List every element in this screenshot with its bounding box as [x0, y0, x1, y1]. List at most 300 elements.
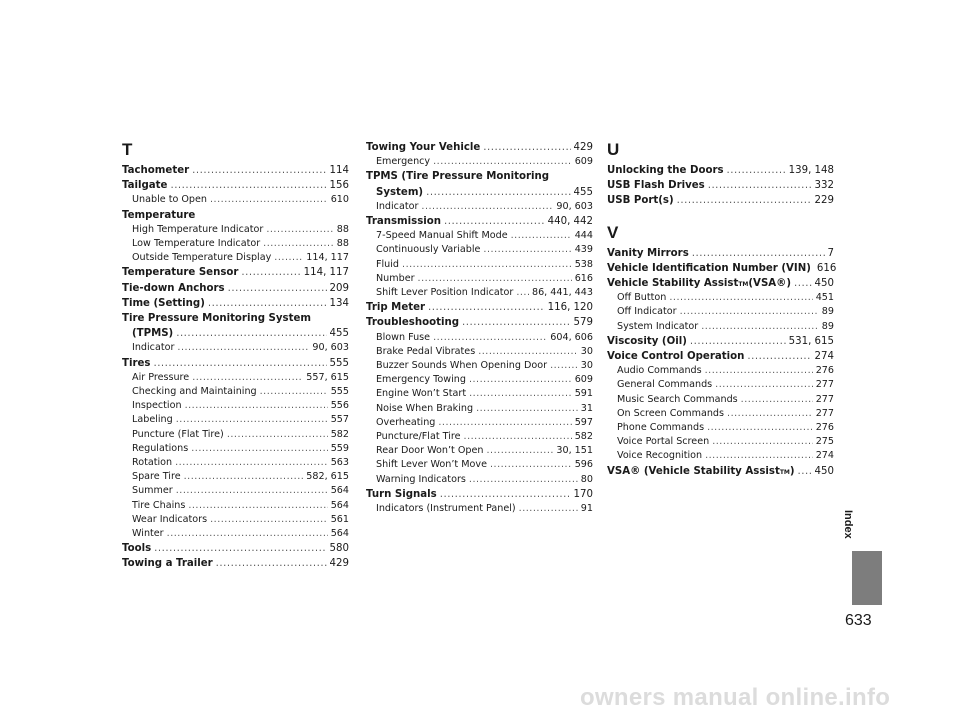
entry-continuation — [122, 326, 349, 341]
entry-pages: 90, 603 — [312, 342, 349, 354]
entry-term: System Indicator — [617, 320, 699, 332]
entry-term: Noise When Braking — [376, 402, 474, 414]
entry-pages: 555 — [330, 386, 349, 398]
index-subentry — [122, 413, 349, 427]
dot-leader — [680, 305, 819, 319]
dot-leader — [192, 163, 326, 178]
entry-pages: 30 — [580, 345, 593, 357]
index-entry-row — [132, 527, 349, 541]
dot-leader — [715, 378, 813, 392]
entry-term: Inspection — [132, 400, 182, 412]
entry-pages: 440, 442 — [547, 216, 593, 228]
index-subentry — [366, 272, 593, 286]
entry-term: Emergency — [376, 156, 431, 168]
section-letter: V — [607, 222, 619, 242]
entry-term: Trip Meter — [366, 302, 426, 314]
entry-term: Indicator — [376, 200, 419, 212]
index-subentry — [122, 341, 349, 355]
index-entry — [366, 487, 593, 502]
index-entry-row — [376, 373, 593, 387]
index-entry — [607, 193, 834, 208]
dot-leader — [476, 402, 578, 416]
index-entry — [366, 140, 593, 155]
index-entry — [607, 261, 837, 276]
index-subentry — [607, 407, 834, 421]
entry-term: Tie-down Anchors — [122, 282, 225, 294]
entry-pages: 557 — [330, 414, 349, 426]
entry-term: Regulations — [132, 442, 189, 454]
dot-leader — [712, 435, 813, 449]
index-entry — [122, 281, 349, 296]
section-gap — [607, 209, 834, 223]
entry-term: TPMS (Tire Pressure Monitoring — [366, 171, 550, 183]
dot-leader — [483, 140, 570, 155]
entry-pages: 156 — [329, 180, 349, 192]
index-entry — [607, 349, 834, 364]
index-entry-row — [617, 407, 834, 421]
entry-pages: 538 — [574, 258, 593, 270]
entry-term: Troubleshooting — [366, 317, 460, 329]
entry-term: Temperature — [122, 209, 196, 221]
index-entry — [366, 300, 593, 315]
entry-pages: 429 — [329, 558, 349, 570]
entry-term: Unable to Open — [132, 194, 207, 206]
dot-leader — [444, 214, 545, 229]
dot-leader — [263, 237, 334, 251]
index-subentry — [122, 428, 349, 442]
dot-leader — [707, 421, 813, 435]
index-subentry — [122, 456, 349, 470]
dot-leader — [426, 185, 570, 200]
entry-term: USB Port(s) — [607, 195, 674, 207]
index-entry-row — [607, 246, 834, 261]
entry-term: Emergency Towing — [376, 374, 466, 386]
entry-pages: 116, 120 — [547, 302, 593, 314]
entry-term: Rear Door Won’t Open — [376, 445, 484, 457]
entry-term: Vehicle Stability Assist — [607, 278, 739, 290]
index-subentry — [366, 373, 593, 387]
index-entry-row — [617, 449, 834, 463]
dot-leader — [433, 331, 547, 345]
entry-term: Turn Signals — [366, 488, 437, 500]
index-entry — [122, 356, 349, 371]
index-entry-row — [376, 345, 593, 359]
index-entry-row — [607, 349, 834, 364]
entry-term: Tailgate — [122, 180, 168, 192]
entry-term: Audio Commands — [617, 365, 702, 377]
entry-term: Transmission — [366, 216, 442, 228]
entry-pages: 134 — [329, 297, 349, 309]
entry-term: Labeling — [132, 414, 173, 426]
dot-leader — [175, 456, 328, 470]
entry-pages: 609 — [574, 374, 593, 386]
entry-pages: 564 — [330, 499, 349, 511]
index-entry-row — [132, 428, 349, 442]
entry-term: Rotation — [132, 457, 173, 469]
index-subentry — [366, 502, 593, 516]
entry-term: Shift Lever Won’t Move — [376, 459, 487, 471]
index-entry-row — [607, 178, 834, 193]
entry-pages: 170 — [573, 488, 593, 500]
page-number: 633 — [845, 612, 872, 629]
dot-leader — [184, 470, 304, 484]
entry-pages: 275 — [815, 436, 834, 448]
watermark: owners manual online.info — [580, 684, 891, 711]
side-tab-label: Index — [842, 510, 854, 539]
dot-leader — [464, 430, 572, 444]
entry-pages: 444 — [574, 230, 593, 242]
index-entry — [366, 315, 593, 330]
index-entry-row — [376, 359, 593, 373]
dot-leader — [798, 464, 812, 479]
dot-leader — [727, 407, 813, 421]
index-entry-row — [132, 251, 349, 265]
index-subentry — [366, 402, 593, 416]
entry-pages: 274 — [814, 351, 834, 363]
index-entry-row — [376, 200, 593, 214]
index-entry-row — [607, 334, 834, 349]
dot-leader — [227, 428, 328, 442]
index-entry-row — [366, 214, 593, 229]
index-entry — [122, 296, 349, 311]
index-entry-row — [376, 402, 593, 416]
entry-pages: 114, 117 — [306, 252, 349, 264]
entry-term: (TPMS) — [132, 328, 174, 340]
index-entry — [122, 265, 349, 280]
index-entry — [607, 464, 834, 479]
entry-pages: 332 — [814, 180, 834, 192]
index-entry-row — [376, 473, 593, 487]
entry-term: Tire Pressure Monitoring System — [122, 313, 311, 325]
dot-leader — [433, 155, 572, 169]
entry-pages: 276 — [815, 365, 834, 377]
index-entry — [122, 178, 349, 193]
dot-leader — [794, 276, 812, 291]
index-subentry — [122, 399, 349, 413]
index-entry-row — [376, 243, 593, 257]
dot-leader — [705, 364, 813, 378]
dot-leader — [519, 502, 578, 516]
index-subentry — [122, 470, 349, 484]
index-subentry — [366, 430, 593, 444]
index-entry-row — [132, 442, 349, 456]
index-entry-row — [132, 371, 349, 385]
index-entry-row — [376, 416, 593, 430]
entry-term: Puncture (Flat Tire) — [132, 428, 224, 440]
entry-pages: 531, 615 — [788, 335, 834, 347]
entry-pages: 455 — [329, 328, 349, 340]
dot-leader — [511, 229, 572, 243]
entry-term: Viscosity (Oil) — [607, 335, 687, 347]
entry-pages: 114 — [329, 165, 349, 176]
dot-leader — [677, 193, 812, 208]
dot-leader — [266, 223, 333, 237]
entry-term: Low Temperature Indicator — [132, 238, 261, 250]
entry-pages: 88 — [336, 223, 349, 235]
entry-term: System) — [376, 186, 424, 198]
index-entry — [607, 276, 834, 291]
entry-pages: 439 — [574, 244, 593, 256]
entry-term: On Screen Commands — [617, 407, 725, 419]
index-entry — [122, 163, 349, 178]
dot-leader — [210, 193, 328, 207]
index-entry-row — [132, 413, 349, 427]
entry-pages: 30, 151 — [556, 445, 593, 457]
index-entry-row — [607, 163, 834, 178]
entry-term: Time (Setting) — [122, 297, 205, 309]
entry-term: Off Button — [617, 292, 667, 304]
entry-pages: 582 — [330, 428, 349, 440]
entry-pages: 591 — [574, 388, 593, 400]
entry-term: Winter — [132, 528, 164, 540]
dot-leader — [421, 200, 553, 214]
entry-pages: 91 — [580, 503, 593, 515]
index-entry-row — [132, 385, 349, 399]
dot-leader — [185, 399, 328, 413]
dot-leader — [741, 393, 813, 407]
index-entry-row — [376, 387, 593, 401]
entry-term: Temperature Sensor — [122, 267, 239, 279]
dot-leader — [153, 356, 326, 371]
entry-pages: 80 — [580, 473, 593, 485]
dot-leader — [208, 296, 327, 311]
dot-leader — [483, 243, 571, 257]
index-entry-row: Vehicle Stability Assist TM (VSA®) ..... 450 — [607, 276, 834, 291]
index-entry-row — [132, 456, 349, 470]
index-subentry — [607, 393, 834, 407]
dot-leader — [692, 246, 825, 261]
entry-pages: 30 — [580, 360, 593, 372]
index-entry-row — [366, 315, 593, 330]
entry-pages: 561 — [330, 513, 349, 525]
index-entry-row — [376, 502, 593, 516]
index-entry-row — [376, 272, 593, 286]
index-entry-row: VSA® (Vehicle Stability Assist TM ) ..... 450 — [607, 464, 834, 479]
entry-term: Voice Recognition — [617, 450, 703, 462]
entry-term: Indicator — [132, 342, 175, 354]
entry-pages: 277 — [815, 379, 834, 391]
index-subentry — [366, 416, 593, 430]
index-entry-row — [132, 499, 349, 513]
index-entry — [607, 334, 834, 349]
index-subentry — [122, 385, 349, 399]
index-entry — [122, 208, 349, 223]
entry-pages: 555 — [329, 357, 349, 369]
dot-leader — [176, 326, 326, 341]
dot-leader — [469, 473, 578, 487]
index-subentry — [366, 331, 593, 345]
index-entry — [122, 541, 349, 556]
entry-term: Summer — [132, 485, 173, 497]
entry-term: Unlocking the Doors — [607, 165, 724, 176]
index-entry-row — [617, 378, 834, 392]
entry-term: Towing a Trailer — [122, 558, 213, 570]
entry-term: Tachometer — [122, 165, 190, 176]
index-entry-row — [617, 320, 834, 334]
dot-leader — [690, 334, 786, 349]
entry-pages: 609 — [574, 156, 593, 168]
entry-pages: 209 — [329, 282, 349, 294]
entry-pages: 564 — [330, 485, 349, 497]
index-subentry — [122, 484, 349, 498]
entry-pages: 451 — [815, 292, 834, 304]
entry-term: Vehicle Identification Number (VIN) — [607, 262, 811, 274]
entry-pages: 604, 606 — [550, 331, 593, 343]
entry-pages: 556 — [330, 400, 349, 412]
entry-term: Towing Your Vehicle — [366, 142, 481, 153]
entry-term: Voice Control Operation — [607, 351, 745, 363]
index-entry-row — [617, 421, 834, 435]
dot-leader — [469, 373, 572, 387]
index-entry-row — [376, 458, 593, 472]
index-subentry — [122, 251, 349, 265]
entry-term: Music Search Commands — [617, 393, 738, 405]
entry-pages: 86, 441, 443 — [531, 287, 593, 299]
entry-pages: 610 — [330, 194, 349, 206]
dot-leader — [177, 341, 309, 355]
dot-leader — [210, 513, 328, 527]
entry-term: Wear Indicators — [132, 513, 208, 525]
index-subentry — [122, 371, 349, 385]
index-entry-row — [376, 258, 593, 272]
index-entry-row — [607, 261, 837, 276]
entry-term: Buzzer Sounds When Opening Door — [376, 360, 548, 372]
dot-leader — [462, 315, 571, 330]
entry-pages: 559 — [330, 442, 349, 454]
entry-continuation — [366, 185, 593, 200]
dot-leader — [438, 416, 571, 430]
dot-leader — [418, 272, 572, 286]
index-entry-row — [132, 193, 349, 207]
entry-term: Number — [376, 272, 415, 284]
index-entry-row — [376, 155, 593, 169]
entry-pages: 564 — [330, 528, 349, 540]
index-entry — [122, 556, 349, 571]
dot-leader — [469, 387, 572, 401]
dot-leader — [487, 444, 554, 458]
index-subentry — [607, 364, 834, 378]
index-subentry — [366, 473, 593, 487]
index-subentry — [122, 527, 349, 541]
index-subentry — [607, 378, 834, 392]
index-entry — [366, 214, 593, 229]
dot-leader — [188, 499, 327, 513]
dot-leader — [402, 258, 572, 272]
entry-pages: 557, 615 — [306, 371, 349, 383]
index-entry-row — [376, 331, 593, 345]
dot-leader — [478, 345, 578, 359]
entry-term: Air Pressure — [132, 371, 190, 383]
index-entry-row — [376, 185, 593, 200]
index-subentry — [122, 237, 349, 251]
index-entry-row — [617, 305, 834, 319]
entry-term: Tools — [122, 543, 152, 555]
dot-leader — [428, 300, 545, 315]
entry-pages: 429 — [573, 142, 593, 153]
index-entry-row — [617, 393, 834, 407]
index-subentry — [366, 155, 593, 169]
index-entry-row — [122, 163, 349, 178]
dot-leader — [176, 484, 328, 498]
index-entry-row — [122, 356, 349, 371]
index-subentry — [366, 258, 593, 272]
entry-pages: 276 — [815, 422, 834, 434]
index-entry-row — [132, 237, 349, 251]
index-entry-row — [617, 435, 834, 449]
index-entry-row — [132, 223, 349, 237]
index-entry-row — [376, 286, 593, 300]
entry-pages: 597 — [574, 416, 593, 428]
entry-term: Brake Pedal Vibrates — [376, 345, 476, 357]
index-subentry — [122, 513, 349, 527]
dot-leader — [516, 286, 529, 300]
index-subentry — [122, 499, 349, 513]
section-letter: U — [607, 140, 620, 159]
entry-term: Fluid — [376, 258, 400, 270]
index-entry-row — [122, 296, 349, 311]
dot-leader — [260, 385, 328, 399]
entry-pages: 229 — [814, 195, 834, 207]
index-entry — [607, 163, 834, 178]
entry-term: Puncture/Flat Tire — [376, 431, 461, 443]
dot-leader — [167, 527, 328, 541]
entry-term: Phone Commands — [617, 422, 705, 434]
dot-leader — [228, 281, 327, 296]
index-entry-row — [132, 341, 349, 355]
entry-term: Vanity Mirrors — [607, 247, 689, 259]
entry-pages: 89 — [821, 306, 834, 318]
entry-term: Engine Won’t Start — [376, 388, 467, 400]
entry-pages: 89 — [821, 320, 834, 332]
index-entry-row — [376, 229, 593, 243]
entry-pages: 277 — [815, 407, 834, 419]
dot-leader — [241, 265, 300, 280]
dot-leader — [176, 413, 328, 427]
index-subentry — [607, 449, 834, 463]
entry-pages: 139, 148 — [788, 165, 834, 176]
index-subentry — [366, 387, 593, 401]
entry-term: Overheating — [376, 416, 436, 428]
entry-term: Blown Fuse — [376, 331, 431, 343]
entry-term: Continuously Variable — [376, 244, 481, 256]
index-entry-row — [122, 556, 349, 571]
index-subentry — [122, 193, 349, 207]
index-entry — [366, 169, 593, 199]
index-subentry — [366, 444, 593, 458]
index-entry-row — [607, 193, 834, 208]
entry-term: High Temperature Indicator — [132, 223, 264, 235]
entry-term: VSA® (Vehicle Stability Assist — [607, 465, 780, 477]
entry-pages: 616 — [574, 272, 593, 284]
index-entry-row — [132, 470, 349, 484]
entry-pages: 455 — [573, 186, 593, 198]
index-subentry — [607, 291, 834, 305]
entry-term: Tire Chains — [132, 499, 186, 511]
index-subentry — [366, 243, 593, 257]
entry-pages: 616 — [816, 262, 837, 274]
dot-leader — [274, 251, 303, 265]
entry-term: Tires — [122, 357, 151, 369]
dot-leader — [192, 371, 303, 385]
entry-pages: 582 — [574, 431, 593, 443]
dot-leader — [216, 556, 327, 571]
entry-term-tail: ) — [789, 465, 795, 477]
entry-pages: 579 — [573, 317, 593, 329]
entry-term: Outside Temperature Display — [132, 252, 272, 264]
index-column-3 — [607, 140, 837, 479]
entry-pages: 31 — [580, 402, 593, 414]
entry-term: 7-Speed Manual Shift Mode — [376, 230, 508, 242]
